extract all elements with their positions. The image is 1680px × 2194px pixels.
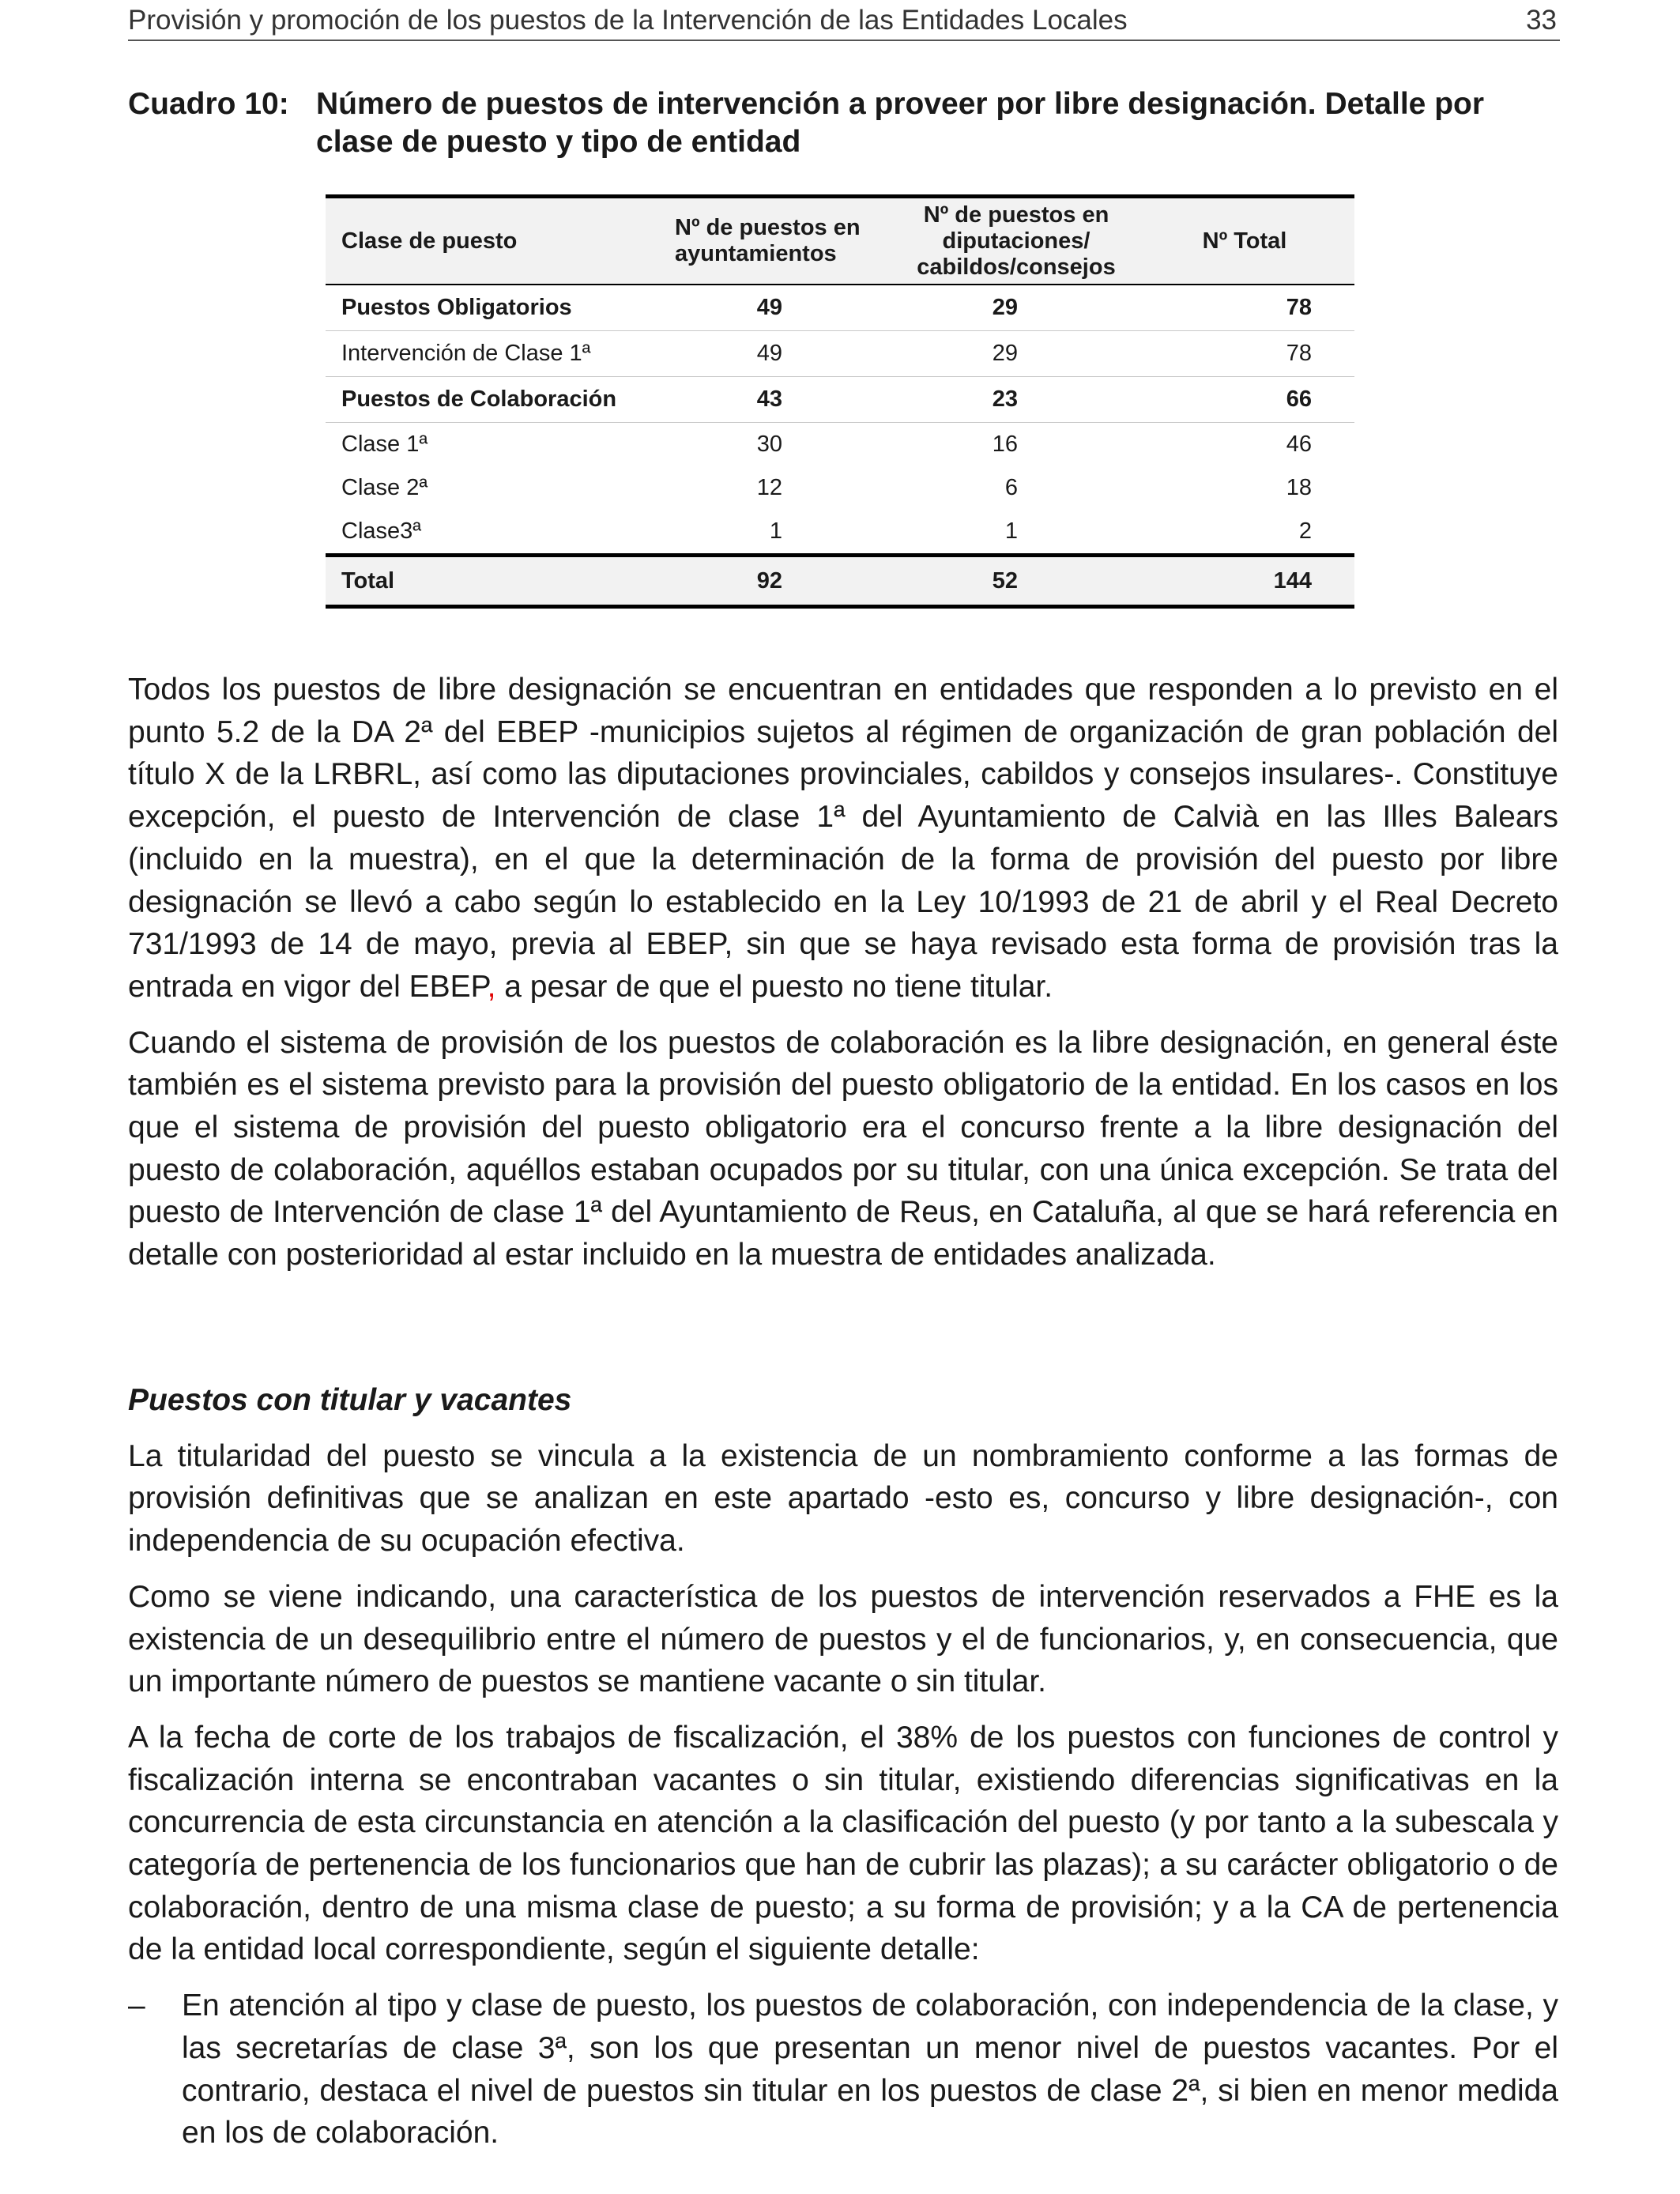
header-diputaciones: Nº de puestos en diputaciones/ cabildos/consejos (898, 197, 1135, 285)
cell-total: 46 (1286, 432, 1312, 457)
total-total: 144 (1135, 556, 1354, 607)
bullet-item (128, 1985, 1558, 2154)
header-ayuntamientos: Nº de puestos en ayuntamientos (661, 197, 898, 285)
table-row (326, 285, 1354, 331)
row-label: Puestos de Colaboración (326, 377, 661, 423)
row-label: Clase 1ª (341, 432, 428, 457)
cell-diputaciones: 16 (992, 432, 1018, 457)
row-label: Puestos Obligatorios (326, 285, 661, 331)
bullet-text: En atención al tipo y clase de puesto, los puestos de colaboración, con independencia de la clase, y las secretarías de clase 3ª, son los que presentan un menor nivel de puestos vacantes. Por el contrario, destaca el nivel de puestos sin titular en los puestos de clase 2ª, si bien en menor medida en los de colaboración. (182, 1989, 1558, 2151)
paragraph-1-text: Todos los puestos de libre designación se encuentran en entidades que responden a lo previsto en el punto 5.2 de la DA 2ª del EBEP -municipios sujetos al régimen de organización de gran población del título X de la LRBRL, así como las diputaciones provinciales, cabildos y consejos insulares-. Constituye excepción, el puesto de Intervención de clase 1ª del Ayuntamiento de Calvià en las Illes Balears (incluido en la muestra), en el que la determinación de la forma de provisión del puesto por libre designación se llevó a cabo según lo establecido en la Ley 10/1993 de 21 de abril y el Real Decreto 731/1993 de 14 de mayo, previa al EBEP, sin que se haya revisado esta forma de provisión tras la entrada en vigor del EBEP (128, 673, 1558, 1004)
paragraph-2: Cuando el sistema de provisión de los puestos de colaboración es la libre designación, en general éste también es el sistema previsto para la provisión del puesto obligatorio de la entidad. En los casos en los que el sistema de provisión del puesto obligatorio era el concurso frente a la libre designación del puesto de colaboración, aquéllos estaban ocupados por su titular, con una única excepción. Se trata del puesto de Intervención de clase 1ª del Ayuntamiento de Reus, en Cataluña, al que se hará referencia en detalle con posterioridad al estar incluido en la muestra de entidades analizada. (128, 1025, 1558, 1272)
table-row (326, 377, 1354, 423)
page-number: 33 (1526, 5, 1557, 36)
total-label: Total (326, 556, 661, 607)
cell-ayuntamientos: 1 (769, 518, 782, 544)
cell-ayuntamientos: 12 (756, 475, 782, 500)
page-header (128, 5, 1560, 41)
cell-diputaciones: 29 (898, 331, 1135, 377)
header-total: Nº Total (1135, 197, 1354, 285)
cell-ayuntamientos: 49 (661, 331, 898, 377)
header-clase-de-puesto: Clase de puesto (326, 197, 661, 285)
cell-ayuntamientos: 30 (756, 432, 782, 457)
cell-total: 78 (1135, 285, 1354, 331)
section-subheading: Puestos con titular y vacantes (128, 1383, 572, 1417)
cell-total: 66 (1135, 377, 1354, 423)
table-caption (128, 85, 1566, 161)
body-text-section (128, 1379, 1558, 2154)
paragraph-4: Como se viene indicando, una característica de los puestos de intervención reservados a FHE es la existencia de un desequilibrio entre el número de puestos y el de funcionarios, y, en consecuencia, que un importante número de puestos se mantiene vacante o sin titular. (128, 1579, 1558, 1699)
table-total-row (326, 556, 1354, 607)
cell-diputaciones: 1 (1004, 518, 1018, 544)
cell-diputaciones: 23 (898, 377, 1135, 423)
paragraph-3: La titularidad del puesto se vincula a la existencia de un nombramiento conforme a las formas de provisión definitivas que se analizan en este apartado -esto es, concurso y libre designación-, con independencia de su ocupación efectiva. (128, 1438, 1558, 1559)
paragraph-5: A la fecha de corte de los trabajos de fiscalización, el 38% de los puestos con funciones de control y fiscalización interna se encontraban vacantes o sin titular, existiendo diferencias significativas en la concurrencia de esta circunstancia en atención a la clasificación del puesto (y por tanto a la subescala y categoría de pertenencia de los funcionarios que han de cubrir las plazas); a su carácter obligatorio o de colaboración, dentro de una misma clase de puesto; a su forma de provisión; y a la CA de pertenencia de la entidad local correspondiente, según el siguiente detalle: (128, 1720, 1558, 1967)
table-row (326, 510, 1354, 556)
caption-label: Cuadro 10: (128, 87, 289, 121)
cell-diputaciones: 29 (898, 285, 1135, 331)
cell-total: 78 (1135, 331, 1354, 377)
paragraph-1-comma: , (487, 969, 496, 1004)
cell-ayuntamientos: 49 (661, 285, 898, 331)
row-label: Clase 2ª (341, 475, 428, 500)
row-label: Intervención de Clase 1ª (326, 331, 661, 377)
cell-total: 2 (1298, 518, 1312, 544)
running-title: Provisión y promoción de los puestos de la Intervención de las Entidades Locales (128, 5, 1128, 36)
table-header-row (326, 197, 1354, 285)
cell-diputaciones: 6 (1004, 475, 1018, 500)
table-row (326, 423, 1354, 467)
caption-text: Número de puestos de intervención a proveer por libre designación. Detalle por clase de puesto y tipo de entidad (316, 87, 1485, 159)
cell-ayuntamientos: 43 (661, 377, 898, 423)
table-row (326, 331, 1354, 377)
total-ayuntamientos: 92 (661, 556, 898, 607)
libre-designacion-table (326, 194, 1354, 609)
bullet-dash: – (128, 1989, 145, 2023)
cell-total: 18 (1286, 475, 1312, 500)
paragraph-1-end: a pesar de que el puesto no tiene titular. (495, 969, 1053, 1004)
paragraph-1 (128, 669, 1558, 1008)
total-diputaciones: 52 (898, 556, 1135, 607)
table-row (326, 466, 1354, 510)
row-label: Clase3ª (341, 518, 422, 544)
body-text (128, 669, 1558, 1290)
